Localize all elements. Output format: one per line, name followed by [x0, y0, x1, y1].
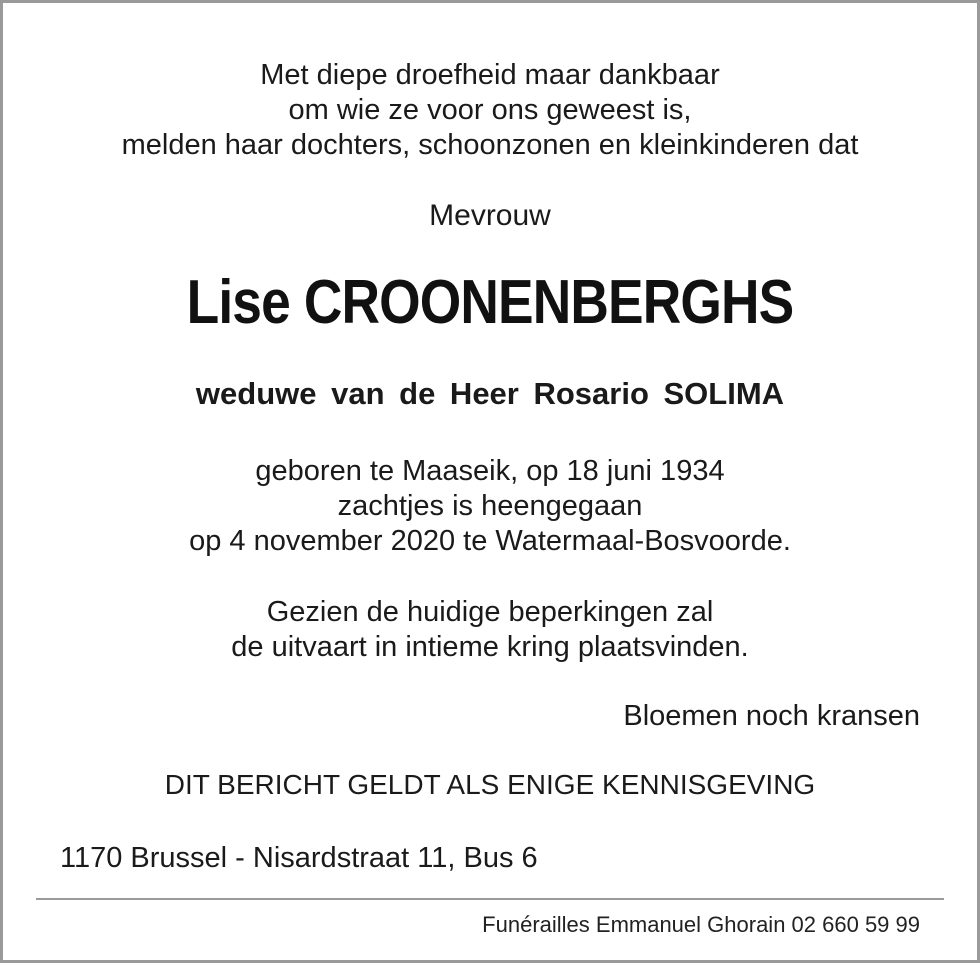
- address: 1170 Brussel - Nisardstraat 11, Bus 6: [60, 842, 538, 874]
- widow-of: weduwe van de Heer Rosario SOLIMA: [195, 376, 785, 411]
- flowers-note: Bloemen noch kransen: [623, 700, 920, 732]
- birth-death-details: [3, 454, 977, 559]
- funeral-note: [3, 595, 977, 665]
- intro-line-3: melden haar dochters, schoonzonen en kleinkinderen dat: [121, 129, 859, 161]
- funeral-home: Funérailles Emmanuel Ghorain 02 660 59 99: [482, 912, 920, 937]
- funeral-line-1: Gezien de huidige beperkingen zal: [266, 596, 714, 628]
- honorific: Mevrouw: [429, 199, 551, 232]
- intro-line-1: Met diepe droefheid maar dankbaar: [260, 59, 720, 91]
- funeral-line-2: de uitvaart in intieme kring plaatsvinden.: [231, 631, 749, 663]
- deceased-name: Lise CROONENBERGHS: [186, 268, 794, 337]
- details-line-3: op 4 november 2020 te Watermaal-Bosvoorde.: [189, 525, 791, 557]
- divider: [36, 898, 944, 900]
- intro-line-2: om wie ze voor ons geweest is,: [288, 94, 692, 126]
- details-line-1: geboren te Maaseik, op 18 juni 1934: [255, 455, 725, 487]
- details-line-2: zachtjes is heengegaan: [337, 490, 643, 522]
- notice-text: DIT BERICHT GELDT ALS ENIGE KENNISGEVING: [164, 769, 816, 800]
- intro-text: [3, 58, 977, 163]
